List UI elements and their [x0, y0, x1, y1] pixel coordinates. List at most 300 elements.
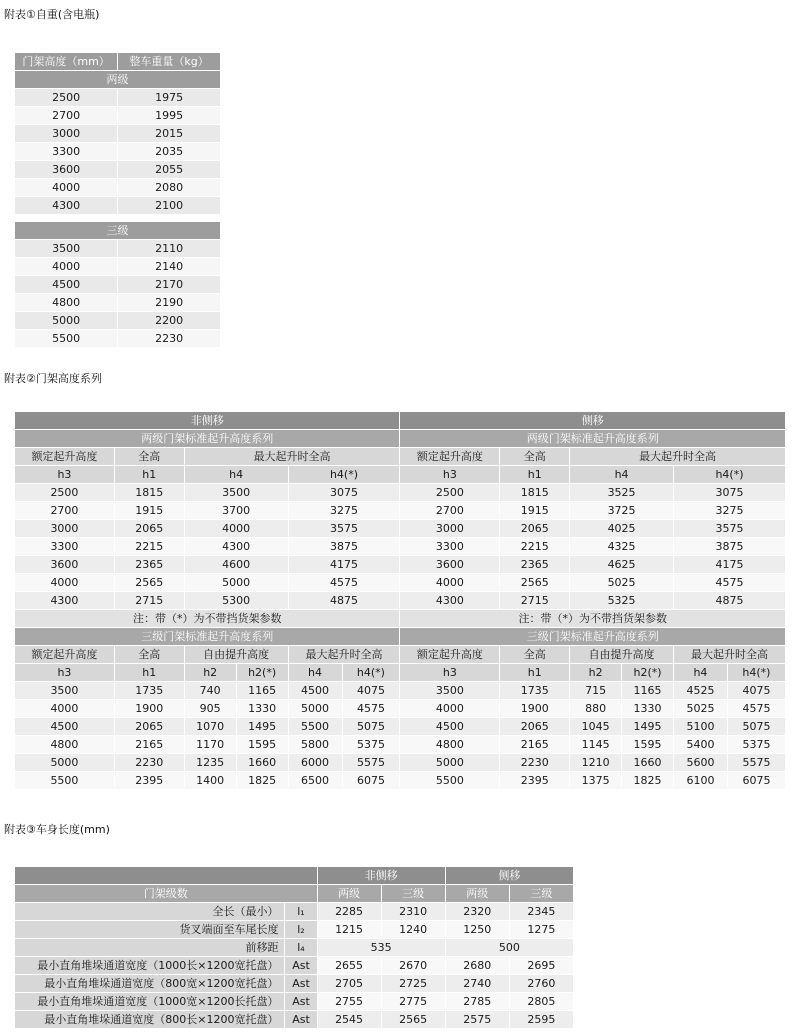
table-row [15, 939, 574, 957]
cell-h3: 2500 [400, 484, 500, 502]
cell-h2: 1045 [570, 718, 622, 736]
group-header-row [15, 867, 574, 885]
cell-h3: 4800 [15, 736, 115, 754]
cell-h4: 3525 [570, 484, 674, 502]
column-title-row [15, 646, 786, 664]
cell-h4: 5000 [184, 574, 288, 592]
col-header-mast-height: 门架高度（mm） [15, 53, 118, 71]
code-h1: h1 [500, 466, 570, 484]
note-row [15, 610, 786, 628]
code-h1: h1 [114, 664, 184, 682]
cell-h4-star: 4175 [673, 556, 785, 574]
cell-h2: 905 [184, 700, 236, 718]
col-title-rated-lift: 额定起升高度 [400, 646, 500, 664]
group-header-non-shift: 非侧移 [15, 412, 400, 430]
table-row [15, 484, 786, 502]
table-row [15, 240, 221, 258]
cell-h2-star: 1495 [236, 718, 288, 736]
code-h3: h3 [15, 466, 115, 484]
cell-h1: 2395 [500, 772, 570, 790]
cell-h3: 4300 [15, 592, 115, 610]
cell-h4: 6500 [288, 772, 342, 790]
row-label: 全长（最小） [15, 903, 285, 921]
column-code-row [15, 664, 786, 682]
cell-h3: 4300 [400, 592, 500, 610]
cell-h3: 4000 [15, 700, 115, 718]
cell-h2: 1210 [570, 754, 622, 772]
cell-value: 2545 [317, 1011, 381, 1029]
cell-h2: 1145 [570, 736, 622, 754]
cell-value-merged: 535 [317, 939, 445, 957]
cell-h4-star: 4175 [288, 556, 400, 574]
cell-h4: 4000 [184, 520, 288, 538]
cell-h3: 5500 [15, 772, 115, 790]
stage-col-three: 三级 [509, 885, 573, 903]
cell-weight: 2015 [118, 125, 221, 143]
cell-h4-star: 5375 [342, 736, 400, 754]
note-left: 注：带（*）为不带挡货架参数 [15, 610, 400, 628]
row-code: l₂ [285, 921, 317, 939]
cell-h4-star: 4575 [288, 574, 400, 592]
code-h4: h4 [288, 664, 342, 682]
cell-weight: 1995 [118, 107, 221, 125]
cell-weight: 2230 [118, 330, 221, 348]
code-h4: h4 [184, 466, 288, 484]
cell-h4: 5325 [570, 592, 674, 610]
cell-h1: 2230 [500, 754, 570, 772]
cell-value: 2655 [317, 957, 381, 975]
cell-h1: 1900 [500, 700, 570, 718]
cell-h2: 1375 [570, 772, 622, 790]
cell-height: 4000 [15, 179, 118, 197]
code-h1: h1 [114, 466, 184, 484]
cell-h4-star: 4575 [673, 574, 785, 592]
cell-h1: 1735 [500, 682, 570, 700]
cell-h1: 1915 [114, 502, 184, 520]
note-right: 注：带（*）为不带挡货架参数 [400, 610, 786, 628]
cell-weight: 1975 [118, 89, 221, 107]
cell-h4: 4625 [570, 556, 674, 574]
cell-h4: 4325 [570, 538, 674, 556]
table-row [15, 89, 221, 107]
cell-value-merged: 500 [445, 939, 573, 957]
column-title-row [15, 448, 786, 466]
table-row [15, 754, 786, 772]
cell-value: 2285 [317, 903, 381, 921]
cell-h3: 4800 [400, 736, 500, 754]
cell-h1: 2230 [114, 754, 184, 772]
group-header-spacer [15, 867, 318, 885]
table-row [15, 772, 786, 790]
cell-h4: 5000 [288, 700, 342, 718]
table2-caption: 附表②门架高度系列 [4, 372, 102, 385]
code-h3: h3 [400, 664, 500, 682]
cell-h2: 1400 [184, 772, 236, 790]
cell-h1: 2215 [114, 538, 184, 556]
table-row [15, 538, 786, 556]
cell-h3: 3600 [15, 556, 115, 574]
table-row [15, 592, 786, 610]
cell-value: 2310 [381, 903, 445, 921]
subtitle-three-stage-left: 三级门架标准起升高度系列 [15, 628, 400, 646]
cell-h3: 4500 [15, 718, 115, 736]
cell-h2: 740 [184, 682, 236, 700]
cell-h4: 5800 [288, 736, 342, 754]
cell-h1: 2065 [500, 718, 570, 736]
col-title-overall-height: 全高 [114, 646, 184, 664]
table-row [15, 718, 786, 736]
cell-value: 1240 [381, 921, 445, 939]
code-h2: h2 [184, 664, 236, 682]
cell-h1: 1900 [114, 700, 184, 718]
cell-h1: 2365 [114, 556, 184, 574]
col-title-max-lift-height: 最大起升时全高 [570, 448, 786, 466]
section-title-three-stage: 三级 [15, 222, 221, 240]
row-code: l₄ [285, 939, 317, 957]
cell-height: 2500 [15, 89, 118, 107]
cell-h1: 2215 [500, 538, 570, 556]
col-title-overall-height: 全高 [500, 448, 570, 466]
cell-h1: 1735 [114, 682, 184, 700]
cell-h4-star: 3575 [288, 520, 400, 538]
code-h4-star: h4(*) [342, 664, 400, 682]
cell-h2-star: 1825 [622, 772, 674, 790]
cell-h4: 5100 [673, 718, 727, 736]
cell-value: 2725 [381, 975, 445, 993]
cell-h4: 3725 [570, 502, 674, 520]
stage-header-label: 门架级数 [15, 885, 318, 903]
row-code: Ast [285, 975, 317, 993]
code-h2: h2 [570, 664, 622, 682]
cell-weight: 2055 [118, 161, 221, 179]
cell-h4: 5600 [673, 754, 727, 772]
cell-h4: 6000 [288, 754, 342, 772]
cell-h3: 5500 [400, 772, 500, 790]
cell-h1: 2565 [114, 574, 184, 592]
cell-h2-star: 1660 [622, 754, 674, 772]
subtitle-row [15, 430, 786, 448]
stage-col-two: 两级 [445, 885, 509, 903]
col-title-max-lift-height: 最大起升时全高 [673, 646, 785, 664]
col-title-free-lift: 自由提升高度 [184, 646, 288, 664]
cell-h2: 1170 [184, 736, 236, 754]
code-h3: h3 [15, 664, 115, 682]
cell-h1: 2065 [114, 520, 184, 538]
group-header-shift: 侧移 [445, 867, 573, 885]
cell-h1: 2715 [500, 592, 570, 610]
cell-height: 3300 [15, 143, 118, 161]
code-h2-star: h2(*) [236, 664, 288, 682]
cell-height: 4000 [15, 258, 118, 276]
row-label: 最小直角堆垛通道宽度（800长×1200宽托盘） [15, 1011, 285, 1029]
cell-h1: 2065 [500, 520, 570, 538]
cell-h3: 3000 [15, 520, 115, 538]
col-title-rated-lift: 额定起升高度 [400, 448, 500, 466]
cell-weight: 2170 [118, 276, 221, 294]
cell-value: 2805 [509, 993, 573, 1011]
cell-h4: 6100 [673, 772, 727, 790]
cell-h4-star: 4575 [727, 700, 785, 718]
cell-h1: 1815 [500, 484, 570, 502]
section-header-row [15, 71, 221, 89]
col-title-free-lift: 自由提升高度 [570, 646, 674, 664]
cell-h4-star: 3875 [288, 538, 400, 556]
cell-h3: 4000 [15, 574, 115, 592]
cell-h4-star: 3075 [673, 484, 785, 502]
cell-value: 2760 [509, 975, 573, 993]
cell-height: 4800 [15, 294, 118, 312]
cell-height: 5000 [15, 312, 118, 330]
cell-h4: 5500 [288, 718, 342, 736]
cell-h4: 5025 [570, 574, 674, 592]
subtitle-two-stage-left: 两级门架标准起升高度系列 [15, 430, 400, 448]
cell-h4-star: 3275 [673, 502, 785, 520]
table1-caption: 附表①自重(含电瓶) [4, 8, 100, 21]
cell-value: 1250 [445, 921, 509, 939]
table-row [15, 276, 221, 294]
stage-header-row [15, 885, 574, 903]
table-row [15, 1011, 574, 1029]
col-title-overall-height: 全高 [500, 646, 570, 664]
cell-h4: 5300 [184, 592, 288, 610]
cell-h3: 3500 [15, 682, 115, 700]
code-h4: h4 [673, 664, 727, 682]
cell-h4-star: 5075 [727, 718, 785, 736]
cell-h1: 2165 [500, 736, 570, 754]
cell-h4: 4300 [184, 538, 288, 556]
row-label: 前移距 [15, 939, 285, 957]
cell-h3: 4000 [400, 574, 500, 592]
cell-h4-star: 4875 [288, 592, 400, 610]
cell-weight: 2190 [118, 294, 221, 312]
self-weight-table [14, 52, 221, 348]
cell-value: 1215 [317, 921, 381, 939]
cell-value: 1275 [509, 921, 573, 939]
cell-h3: 4500 [400, 718, 500, 736]
cell-h4-star: 4075 [727, 682, 785, 700]
cell-h4-star: 6075 [727, 772, 785, 790]
column-code-row [15, 466, 786, 484]
section-title-two-stage: 两级 [15, 71, 221, 89]
cell-h3: 3000 [400, 520, 500, 538]
cell-h2: 1070 [184, 718, 236, 736]
cell-h4: 4025 [570, 520, 674, 538]
cell-h1: 2395 [114, 772, 184, 790]
cell-h4: 3500 [184, 484, 288, 502]
spacer [15, 215, 221, 222]
cell-value: 2785 [445, 993, 509, 1011]
cell-h3: 5000 [15, 754, 115, 772]
cell-h3: 5000 [400, 754, 500, 772]
cell-value: 2320 [445, 903, 509, 921]
cell-value: 2775 [381, 993, 445, 1011]
cell-value: 2755 [317, 993, 381, 1011]
cell-h2-star: 1330 [622, 700, 674, 718]
group-header-shift: 侧移 [400, 412, 786, 430]
cell-h4: 4525 [673, 682, 727, 700]
table-row [15, 957, 574, 975]
row-label: 最小直角堆垛通道宽度（1000宽×1200长托盘） [15, 993, 285, 1011]
cell-height: 2700 [15, 107, 118, 125]
table-row [15, 556, 786, 574]
cell-height: 3000 [15, 125, 118, 143]
table-row [15, 197, 221, 215]
cell-h1: 2065 [114, 718, 184, 736]
subtitle-two-stage-right: 两级门架标准起升高度系列 [400, 430, 786, 448]
cell-height: 3600 [15, 161, 118, 179]
cell-h1: 2565 [500, 574, 570, 592]
cell-h2: 715 [570, 682, 622, 700]
cell-h3: 2700 [15, 502, 115, 520]
cell-height: 5500 [15, 330, 118, 348]
table-row [15, 161, 221, 179]
cell-weight: 2100 [118, 197, 221, 215]
cell-value: 2705 [317, 975, 381, 993]
cell-h3: 3600 [400, 556, 500, 574]
cell-height: 4500 [15, 276, 118, 294]
table-row [15, 700, 786, 718]
mast-height-table [14, 411, 786, 790]
table-header-row [15, 53, 221, 71]
cell-h2-star: 1495 [622, 718, 674, 736]
table-row [15, 312, 221, 330]
cell-h4-star: 3875 [673, 538, 785, 556]
cell-value: 2345 [509, 903, 573, 921]
table-row [15, 502, 786, 520]
row-label: 货叉端面至车尾长度 [15, 921, 285, 939]
cell-h4-star: 3075 [288, 484, 400, 502]
cell-weight: 2140 [118, 258, 221, 276]
body-length-table [14, 866, 574, 1029]
cell-h4-star: 4075 [342, 682, 400, 700]
code-h3: h3 [400, 466, 500, 484]
table-row [15, 736, 786, 754]
cell-h4-star: 5075 [342, 718, 400, 736]
cell-h1: 2365 [500, 556, 570, 574]
cell-h4-star: 4875 [673, 592, 785, 610]
row-code: Ast [285, 957, 317, 975]
cell-value: 2680 [445, 957, 509, 975]
group-header-row [15, 412, 786, 430]
cell-h4-star: 5575 [342, 754, 400, 772]
cell-h4-star: 3275 [288, 502, 400, 520]
cell-h4: 5025 [673, 700, 727, 718]
cell-h3: 2700 [400, 502, 500, 520]
cell-h1: 1815 [114, 484, 184, 502]
code-h1: h1 [500, 664, 570, 682]
table-row [15, 143, 221, 161]
spacer-row [15, 215, 221, 222]
cell-h1: 2715 [114, 592, 184, 610]
cell-h2-star: 1165 [236, 682, 288, 700]
row-label: 最小直角堆垛通道宽度（800宽×1200宽托盘） [15, 975, 285, 993]
cell-h1: 1915 [500, 502, 570, 520]
cell-h4: 4500 [288, 682, 342, 700]
cell-h4-star: 5375 [727, 736, 785, 754]
cell-h2: 1235 [184, 754, 236, 772]
cell-weight: 2080 [118, 179, 221, 197]
code-h4: h4 [570, 466, 674, 484]
subtitle-row [15, 628, 786, 646]
cell-h2-star: 1660 [236, 754, 288, 772]
cell-h2-star: 1595 [622, 736, 674, 754]
cell-h2-star: 1330 [236, 700, 288, 718]
table-row [15, 520, 786, 538]
table-row [15, 993, 574, 1011]
table-row [15, 921, 574, 939]
cell-h2-star: 1825 [236, 772, 288, 790]
cell-value: 2565 [381, 1011, 445, 1029]
cell-h3: 3500 [400, 682, 500, 700]
section-header-row [15, 222, 221, 240]
group-header-non-shift: 非侧移 [317, 867, 445, 885]
cell-height: 4300 [15, 197, 118, 215]
stage-col-three: 三级 [381, 885, 445, 903]
cell-h2-star: 1165 [622, 682, 674, 700]
table-row [15, 574, 786, 592]
col-title-overall-height: 全高 [114, 448, 184, 466]
cell-value: 2595 [509, 1011, 573, 1029]
cell-h2-star: 1595 [236, 736, 288, 754]
row-label: 最小直角堆垛通道宽度（1000长×1200宽托盘） [15, 957, 285, 975]
table-row [15, 179, 221, 197]
col-title-max-lift-height: 最大起升时全高 [184, 448, 400, 466]
cell-h4-star: 4575 [342, 700, 400, 718]
table-row [15, 107, 221, 125]
cell-weight: 2035 [118, 143, 221, 161]
cell-height: 3500 [15, 240, 118, 258]
col-title-max-lift-height: 最大起升时全高 [288, 646, 400, 664]
cell-h2: 880 [570, 700, 622, 718]
subtitle-three-stage-right: 三级门架标准起升高度系列 [400, 628, 786, 646]
cell-h1: 2165 [114, 736, 184, 754]
cell-weight: 2110 [118, 240, 221, 258]
code-h4-star: h4(*) [288, 466, 400, 484]
cell-value: 2740 [445, 975, 509, 993]
col-header-truck-weight: 整车重量（kg） [118, 53, 221, 71]
cell-h4: 4600 [184, 556, 288, 574]
cell-h3: 3300 [400, 538, 500, 556]
cell-h3: 4000 [400, 700, 500, 718]
table-row [15, 294, 221, 312]
table-row [15, 903, 574, 921]
code-h4-star: h4(*) [727, 664, 785, 682]
stage-col-two: 两级 [317, 885, 381, 903]
row-code: Ast [285, 1011, 317, 1029]
cell-value: 2670 [381, 957, 445, 975]
table3-caption: 附表③车身长度(mm) [4, 823, 110, 836]
row-code: Ast [285, 993, 317, 1011]
col-title-rated-lift: 额定起升高度 [15, 448, 115, 466]
col-title-rated-lift: 额定起升高度 [15, 646, 115, 664]
cell-weight: 2200 [118, 312, 221, 330]
cell-h3: 3300 [15, 538, 115, 556]
cell-h4: 3700 [184, 502, 288, 520]
cell-value: 2575 [445, 1011, 509, 1029]
cell-h4: 5400 [673, 736, 727, 754]
row-code: l₁ [285, 903, 317, 921]
cell-h4-star: 3575 [673, 520, 785, 538]
cell-h3: 2500 [15, 484, 115, 502]
table-row [15, 682, 786, 700]
table-row [15, 975, 574, 993]
table-row [15, 258, 221, 276]
cell-value: 2695 [509, 957, 573, 975]
cell-h4-star: 5575 [727, 754, 785, 772]
table-row [15, 330, 221, 348]
code-h4-star: h4(*) [673, 466, 785, 484]
table-row [15, 125, 221, 143]
